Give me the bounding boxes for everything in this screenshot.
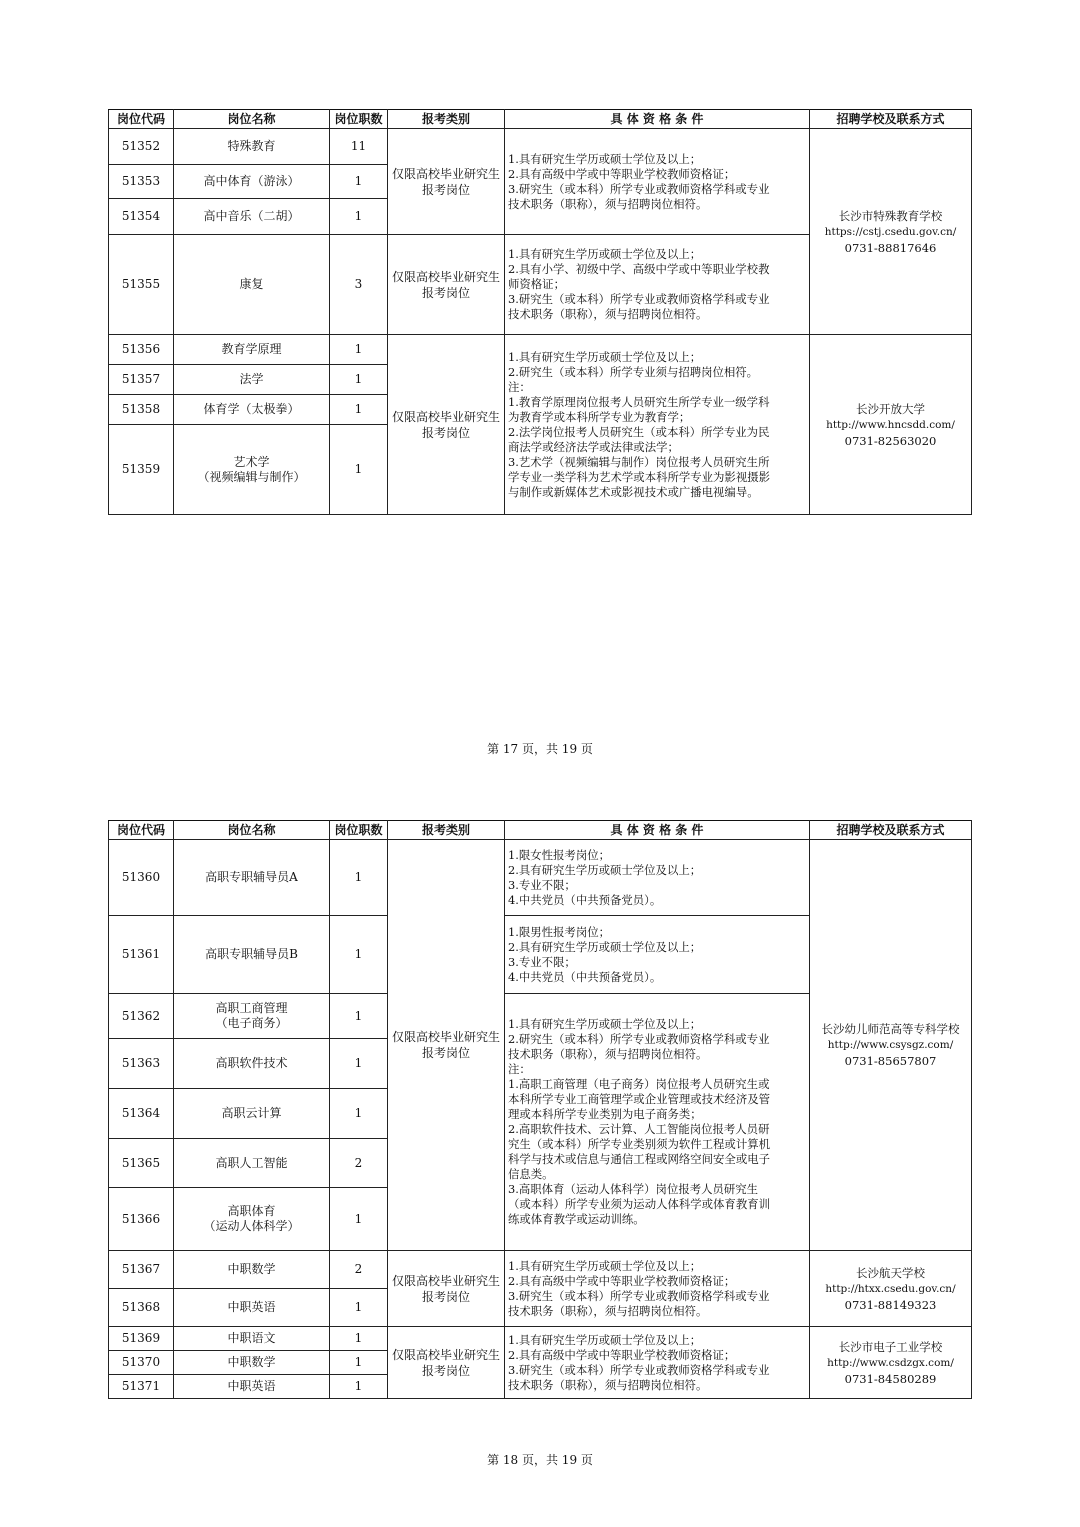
post-code: 51358 (109, 395, 174, 425)
table-header-row (109, 110, 972, 129)
post-count: 1 (330, 365, 388, 395)
qualification-conditions (505, 840, 810, 916)
condition-line: 技术职务（职称），须与招聘岗位相符。 (508, 1377, 708, 1392)
post-count: 1 (330, 1089, 388, 1139)
qualification-conditions (505, 129, 810, 235)
recruitment-table-page-18 (108, 820, 972, 1399)
post-name: 高中音乐（二胡） (174, 199, 330, 235)
school-phone: 0731-82563020 (844, 433, 937, 448)
apply-category: 仅限高校毕业研究生报考岗位 (388, 1251, 505, 1327)
post-code: 51368 (109, 1289, 174, 1327)
condition-line: 3.艺术学（视频编辑与制作）岗位报考人员研究生所 (508, 454, 770, 469)
post-name: 高职专职辅导员B (174, 916, 330, 994)
post-name (174, 994, 330, 1039)
post-name-line: 高职工商管理 (215, 1001, 288, 1015)
header-name: 岗位名称 (174, 110, 330, 129)
school-name: 长沙市电子工业学校 (838, 1339, 943, 1354)
post-name-line: （电子商务） (215, 1016, 288, 1030)
condition-line: 究生（或本科）所学专业类别须为软件工程或计算机 (508, 1137, 770, 1151)
post-count: 3 (330, 235, 388, 335)
condition-line: 练或体育教学或运动训练。 (508, 1212, 645, 1226)
post-count: 1 (330, 1289, 388, 1327)
post-count: 2 (330, 1139, 388, 1188)
post-count: 1 (330, 1188, 388, 1251)
condition-line: 信息类。 (508, 1167, 554, 1181)
condition-line: 1.教育学原理岗位报考人员研究生所学专业一级学科 (508, 394, 770, 409)
condition-line: 1.具有研究生学历或硕士学位及以上； (508, 1258, 702, 1273)
page-footer-17: 第 17 页，共 19 页 (487, 742, 593, 756)
condition-line: 3.研究生（或本科）所学专业或教师资格学科或专业 (508, 1362, 770, 1377)
qualification-conditions (505, 1327, 810, 1399)
school-phone: 0731-88149323 (844, 1297, 937, 1312)
condition-line: 2.具有研究生学历或硕士学位及以上； (508, 862, 702, 877)
post-code: 51360 (109, 840, 174, 916)
condition-line: 1.具有研究生学历或硕士学位及以上； (508, 1017, 702, 1031)
post-name: 中职语文 (174, 1327, 330, 1351)
post-name: 高职人工智能 (174, 1139, 330, 1188)
post-name-line: 高职体育 (227, 1204, 276, 1218)
condition-line: 师资格证； (508, 277, 565, 291)
post-name-line: （视频编辑与制作） (197, 469, 306, 484)
post-count: 11 (330, 129, 388, 165)
post-count: 1 (330, 335, 388, 365)
post-code: 51370 (109, 1351, 174, 1375)
condition-line: 3.专业不限； (508, 877, 576, 892)
post-name: 教育学原理 (174, 335, 330, 365)
post-name: 法学 (174, 365, 330, 395)
header-name: 岗位名称 (174, 821, 330, 840)
condition-line: 3.研究生（或本科）所学专业或教师资格学科或专业 (508, 181, 770, 196)
condition-line: 2.法学岗位报考人员研究生（或本科）所学专业为民 (508, 424, 770, 439)
post-name-line: （运动人体科学） (203, 1219, 300, 1233)
table-row (109, 840, 972, 916)
post-name: 中职英语 (174, 1375, 330, 1399)
condition-line: 学专业一类学科为艺术学或本科所学专业为影视摄影 (508, 469, 770, 484)
qualification-conditions (505, 1251, 810, 1327)
post-count: 1 (330, 199, 388, 235)
condition-line: 技术职务（职称），须与招聘岗位相符。 (508, 1303, 708, 1318)
condition-line: 2.研究生（或本科）所学专业须与招聘岗位相符。 (508, 364, 759, 379)
qualification-conditions (505, 335, 810, 515)
table-row (109, 1327, 972, 1351)
school-phone: 0731-85657807 (844, 1054, 937, 1068)
post-code: 51353 (109, 165, 174, 199)
post-count: 1 (330, 1375, 388, 1399)
condition-line: 注： (508, 1062, 531, 1076)
table-row (109, 335, 972, 365)
header-count: 岗位职数 (330, 110, 388, 129)
post-name: 中职英语 (174, 1289, 330, 1327)
post-count: 1 (330, 994, 388, 1039)
post-code: 51361 (109, 916, 174, 994)
condition-line: 技术职务（职称），须与招聘岗位相符。 (508, 1047, 708, 1061)
header-category: 报考类别 (388, 821, 505, 840)
condition-line: 1.高职工商管理（电子商务）岗位报考人员研究生或 (508, 1077, 770, 1091)
apply-category: 仅限高校毕业研究生报考岗位 (388, 235, 505, 335)
condition-line: 2.具有高级中学或中等职业学校教师资格证； (508, 166, 736, 181)
post-code: 51352 (109, 129, 174, 165)
post-count: 1 (330, 425, 388, 515)
condition-line: 3.研究生（或本科）所学专业或教师资格学科或专业 (508, 292, 770, 306)
condition-line: 本科所学专业工商管理学或企业管理或技术经济及管 (508, 1092, 770, 1106)
post-code: 51367 (109, 1251, 174, 1289)
school-contact (810, 129, 972, 335)
post-name: 高中体育（游泳） (174, 165, 330, 199)
header-contact: 招聘学校及联系方式 (810, 821, 972, 840)
school-contact (810, 1327, 972, 1399)
header-code: 岗位代码 (109, 110, 174, 129)
header-conditions: 具 体 资 格 条 件 (505, 110, 810, 129)
condition-line: 商法学或经济法学或法律或法学； (508, 439, 679, 454)
qualification-conditions (505, 994, 810, 1251)
condition-line: 4.中共党员（中共预备党员）。 (508, 892, 662, 907)
condition-line: 4.中共党员（中共预备党员）。 (508, 969, 662, 984)
school-name: 长沙开放大学 (856, 401, 925, 416)
condition-line: 1.具有研究生学历或硕士学位及以上； (508, 151, 702, 166)
school-contact (810, 840, 972, 1251)
post-code: 51355 (109, 235, 174, 335)
condition-line: 为教育学或本科所学专业为教育学； (508, 409, 691, 424)
school-name: 长沙市特殊教育学校 (838, 208, 943, 223)
post-count: 2 (330, 1251, 388, 1289)
table-row (109, 1251, 972, 1289)
condition-line: 与制作或新媒体艺术或影视技术或广播电视编导。 (508, 484, 759, 499)
post-code: 51356 (109, 335, 174, 365)
post-count: 1 (330, 395, 388, 425)
school-phone: 0731-88817646 (844, 240, 937, 255)
school-phone: 0731-84580289 (844, 1371, 937, 1386)
condition-line: 技术职务（职称），须与招聘岗位相符。 (508, 307, 708, 321)
post-count: 1 (330, 1351, 388, 1375)
school-name: 长沙幼儿师范高等专科学校 (821, 1022, 960, 1036)
post-name (174, 1188, 330, 1251)
post-name: 特殊教育 (174, 129, 330, 165)
post-name (174, 425, 330, 515)
post-code: 51357 (109, 365, 174, 395)
school-url: http://www.csdzgx.com/ (827, 1356, 954, 1369)
page-footer-18: 第 18 页，共 19 页 (487, 1453, 593, 1467)
post-count: 1 (330, 916, 388, 994)
condition-line: 2.具有小学、初级中学、高级中学或中等职业学校教 (508, 262, 770, 276)
condition-line: 2.研究生（或本科）所学专业或教师资格学科或专业 (508, 1032, 770, 1046)
post-count: 1 (330, 1327, 388, 1351)
post-code: 51354 (109, 199, 174, 235)
post-name: 康复 (174, 235, 330, 335)
post-name: 高职专职辅导员A (174, 840, 330, 916)
condition-line: 2.具有高级中学或中等职业学校教师资格证； (508, 1347, 736, 1362)
post-name: 高职软件技术 (174, 1039, 330, 1089)
post-code: 51363 (109, 1039, 174, 1089)
header-conditions: 具 体 资 格 条 件 (505, 821, 810, 840)
post-code: 51369 (109, 1327, 174, 1351)
header-count: 岗位职数 (330, 821, 388, 840)
condition-line: 3.研究生（或本科）所学专业或教师资格学科或专业 (508, 1288, 770, 1303)
condition-line: 2.高职软件技术、云计算、人工智能岗位报考人员研 (508, 1122, 770, 1136)
post-name-line: 艺术学 (233, 454, 270, 469)
post-name: 高职云计算 (174, 1089, 330, 1139)
header-category: 报考类别 (388, 110, 505, 129)
school-url: http://www.csysgz.com/ (827, 1039, 954, 1051)
table-header-row (109, 821, 972, 840)
school-name: 长沙航天学校 (856, 1265, 925, 1280)
condition-line: 3.高职体育（运动人体科学）岗位报考人员研究生 (508, 1182, 759, 1196)
post-name: 体育学（太极拳） (174, 395, 330, 425)
condition-line: 技术职务（职称），须与招聘岗位相符。 (508, 196, 708, 211)
post-name: 中职数学 (174, 1351, 330, 1375)
post-code: 51359 (109, 425, 174, 515)
condition-line: 3.专业不限； (508, 954, 576, 969)
header-code: 岗位代码 (109, 821, 174, 840)
condition-line: 1.具有研究生学历或硕士学位及以上； (508, 247, 702, 261)
post-code: 51366 (109, 1188, 174, 1251)
apply-category: 仅限高校毕业研究生报考岗位 (388, 1327, 505, 1399)
condition-line: 2.具有高级中学或中等职业学校教师资格证； (508, 1273, 736, 1288)
condition-line: 1.限男性报考岗位； (508, 924, 610, 939)
post-count: 1 (330, 1039, 388, 1089)
post-count: 1 (330, 165, 388, 199)
post-code: 51362 (109, 994, 174, 1039)
condition-line: 理或本科所学专业类别为电子商务类； (508, 1107, 702, 1121)
condition-line: 1.具有研究生学历或硕士学位及以上； (508, 1332, 702, 1347)
qualification-conditions (505, 235, 810, 335)
condition-line: 科学与技术或信息与通信工程或网络空间安全或电子 (508, 1152, 770, 1166)
post-code: 51364 (109, 1089, 174, 1139)
school-contact (810, 1251, 972, 1327)
condition-line: 注： (508, 379, 531, 394)
condition-line: 1.限女性报考岗位； (508, 847, 610, 862)
recruitment-table-page-17 (108, 109, 972, 515)
school-url: http://www.hncsdd.com/ (826, 418, 955, 431)
header-contact: 招聘学校及联系方式 (810, 110, 972, 129)
apply-category: 仅限高校毕业研究生报考岗位 (388, 335, 505, 515)
apply-category: 仅限高校毕业研究生报考岗位 (388, 840, 505, 1251)
school-contact (810, 335, 972, 515)
condition-line: （或本科）所学专业须为运动人体科学或体育教育训 (508, 1197, 770, 1211)
post-code: 51365 (109, 1139, 174, 1188)
apply-category: 仅限高校毕业研究生报考岗位 (388, 129, 505, 235)
school-url: http://htxx.csedu.gov.cn/ (825, 1282, 956, 1295)
post-name: 中职数学 (174, 1251, 330, 1289)
qualification-conditions (505, 916, 810, 994)
post-count: 1 (330, 840, 388, 916)
post-code: 51371 (109, 1375, 174, 1399)
school-url: https://cstj.csedu.gov.cn/ (824, 225, 957, 238)
condition-line: 2.具有研究生学历或硕士学位及以上； (508, 939, 702, 954)
condition-line: 1.具有研究生学历或硕士学位及以上； (508, 349, 702, 364)
table-row (109, 129, 972, 165)
